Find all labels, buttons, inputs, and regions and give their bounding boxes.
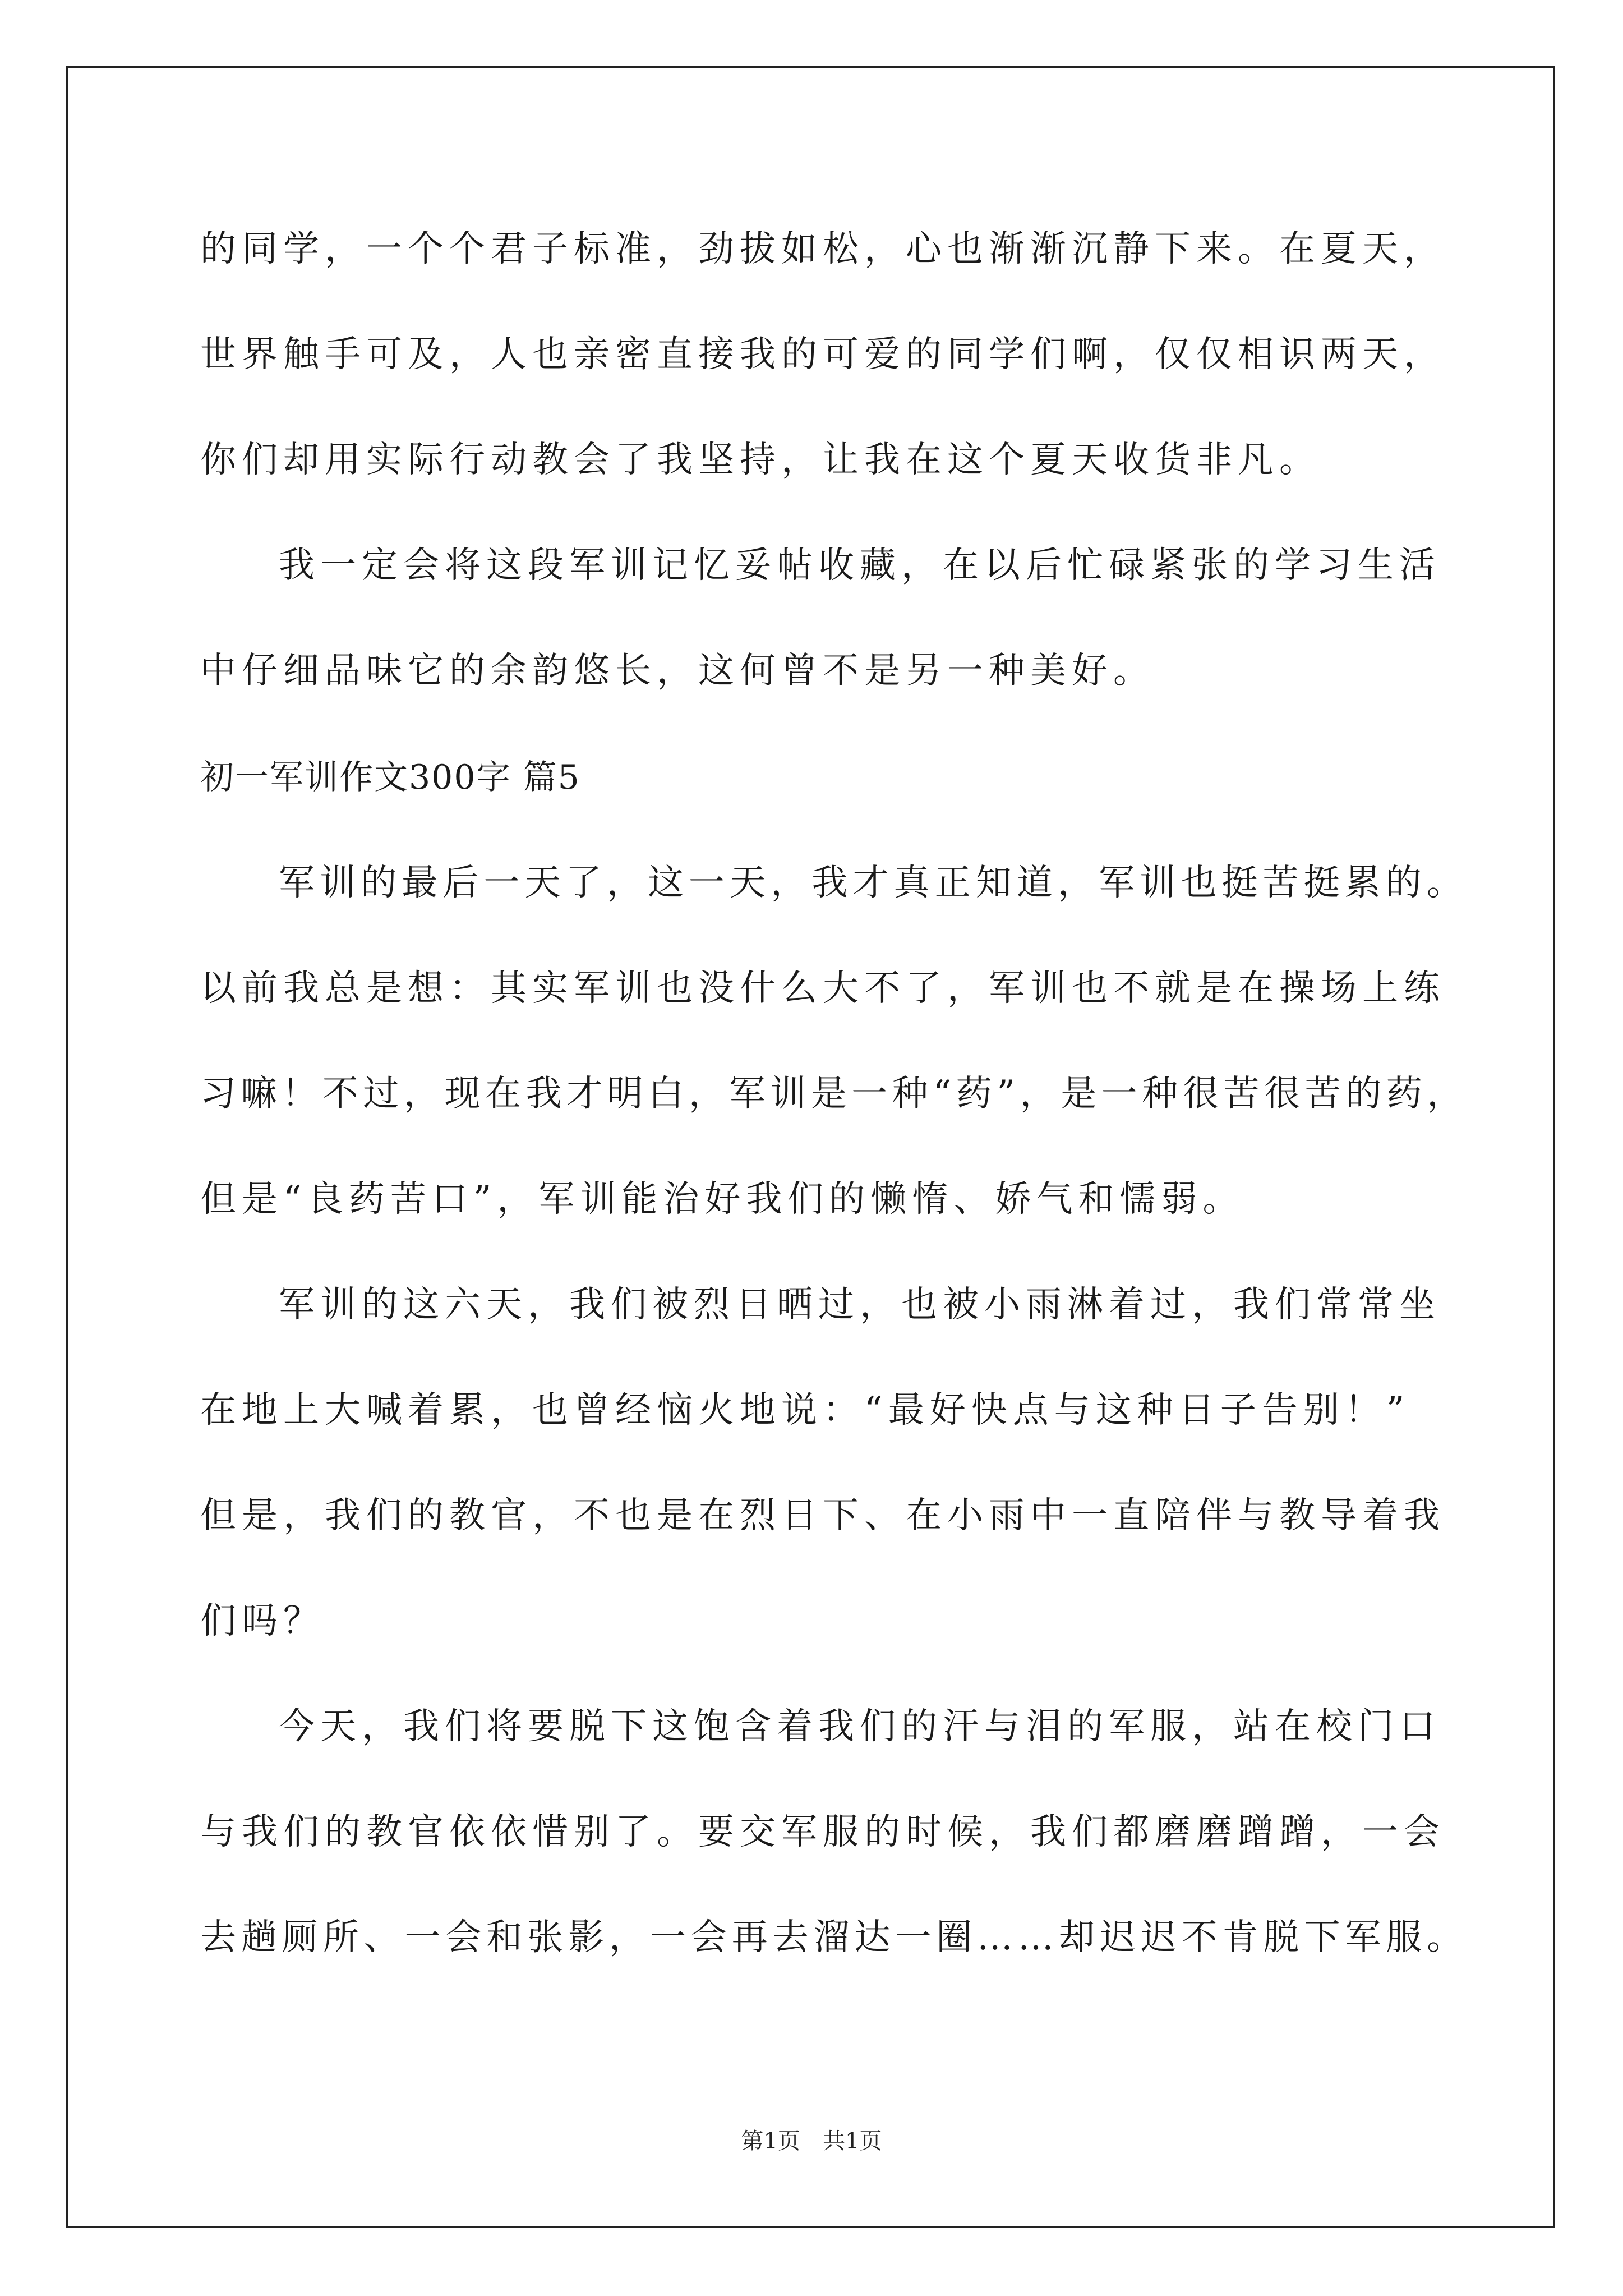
paragraph-line: 军训的最后一天了，这一天，我才真正知道，军训也挺苦挺累的。 [279, 862, 1468, 904]
paragraph-line: 的同学，一个个君子标准，劲拔如松，心也渐渐沉静下来。在夏天， [200, 228, 1445, 270]
page-border [66, 66, 1555, 2228]
paragraph-line: 我一定会将这段军训记忆妥帖收藏，在以后忙碌紧张的学习生活 [279, 545, 1441, 586]
paragraph-line: 去趟厕所、一会和张影，一会再去溜达一圈……却迟迟不肯脱下军服。 [200, 1917, 1468, 1958]
section-heading: 初一军训作文300字 篇5 [200, 758, 580, 797]
paragraph-line: 你们却用实际行动教会了我坚持，让我在这个夏天收货非凡。 [200, 439, 1321, 481]
paragraph-line: 以前我总是想：其实军训也没什么大不了，军训也不就是在操场上练 [200, 968, 1445, 1009]
paragraph-line: 习嘛！不过，现在我才明白，军训是一种“药”，是一种很苦很苦的药， [200, 1073, 1468, 1115]
paragraph-line: 今天，我们将要脱下这饱含着我们的汗与泪的军服，站在校门口 [279, 1706, 1441, 1747]
paragraph-line: 们吗？ [200, 1600, 325, 1642]
paragraph-line: 在地上大喊着累，也曾经恼火地说：“最好快点与这种日子告别！” [200, 1389, 1410, 1431]
paragraph-line: 中仔细品味它的余韵悠长，这何曾不是另一种美好。 [200, 650, 1155, 692]
paragraph-line: 但是“良药苦口”，军训能治好我们的懒惰、娇气和懦弱。 [200, 1179, 1244, 1220]
paragraph-line: 世界触手可及，人也亲密直接我的可爱的同学们啊，仅仅相识两天， [200, 334, 1445, 375]
paragraph-line: 军训的这六天，我们被烈日晒过，也被小雨淋着过，我们常常坐 [279, 1284, 1441, 1326]
paragraph-line: 与我们的教官依依惜别了。要交军服的时候，我们都磨磨蹭蹭，一会 [200, 1811, 1445, 1853]
paragraph-line: 但是，我们的教官，不也是在烈日下、在小雨中一直陪伴与教导着我 [200, 1495, 1445, 1536]
page-footer: 第1页 共1页 [741, 2128, 882, 2154]
